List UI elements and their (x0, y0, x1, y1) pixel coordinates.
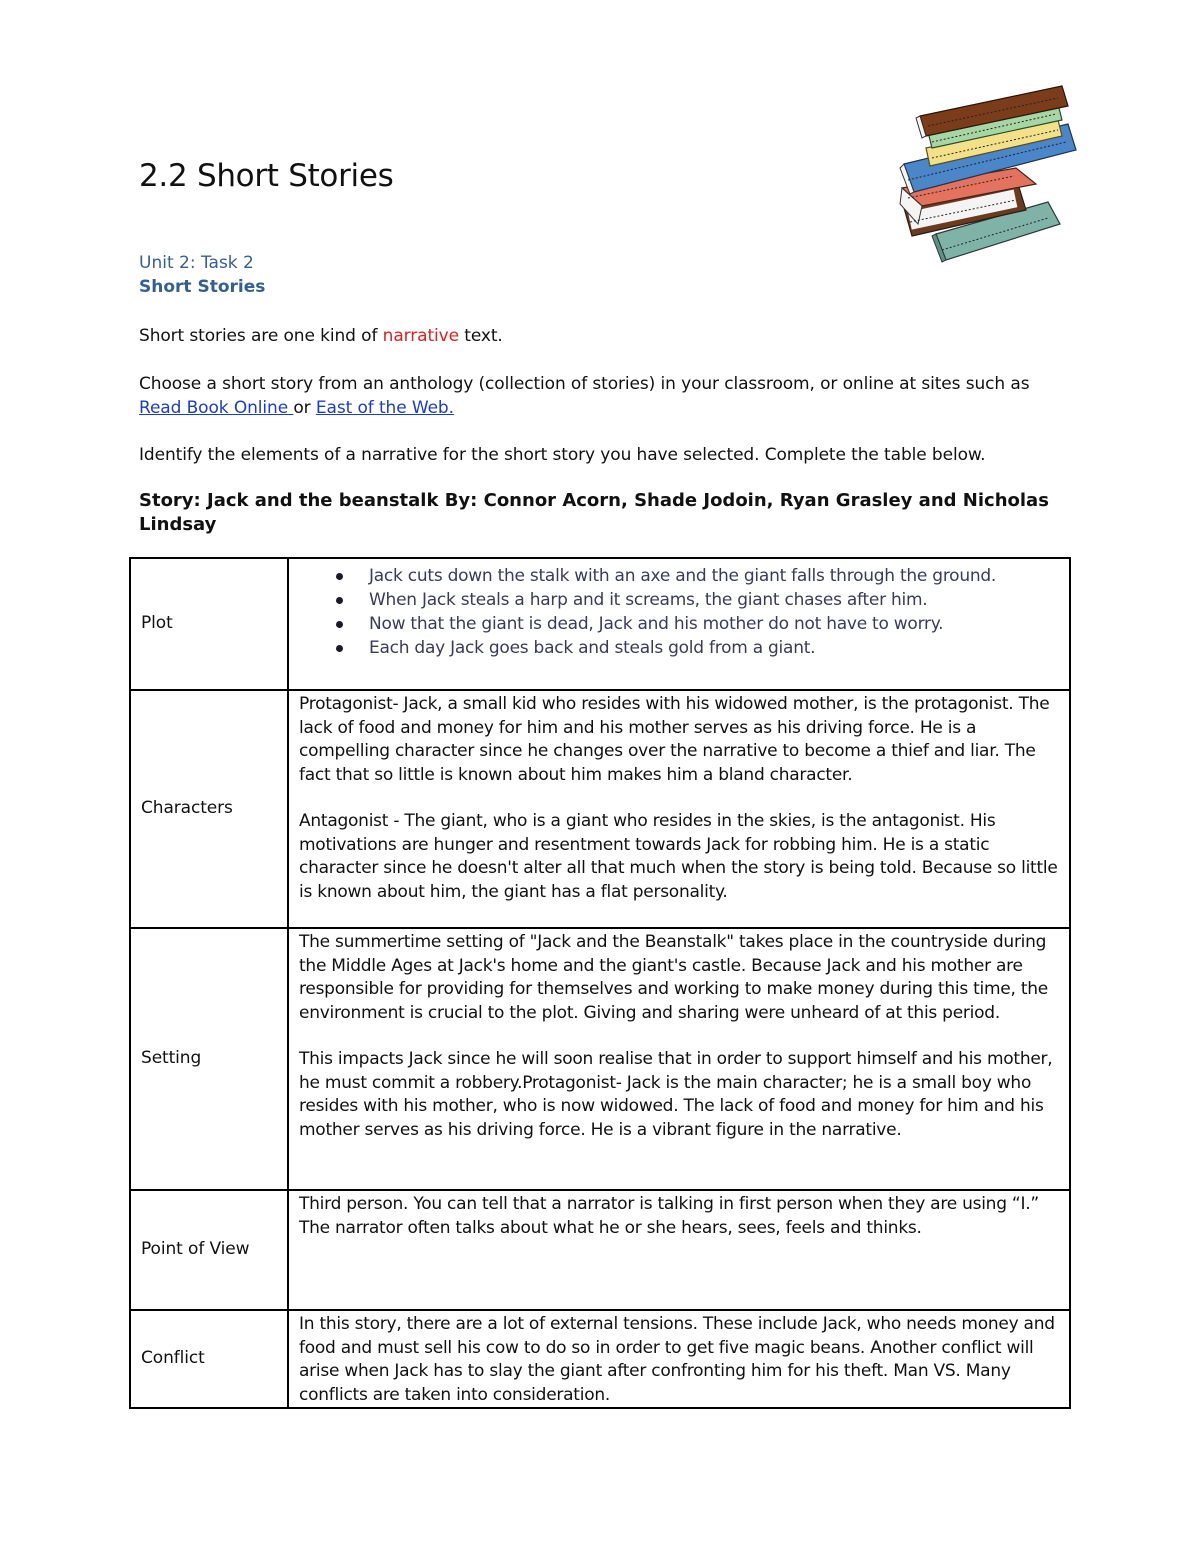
plot-bullet: When Jack steals a harp and it screams, the giant chases after him. (369, 588, 1059, 612)
characters-content (288, 690, 1070, 928)
east-of-the-web-link[interactable]: East of the Web. (315, 398, 454, 418)
read-book-online-link[interactable]: Read Book Online (139, 398, 294, 418)
table-row-characters (130, 690, 1070, 928)
table-row-conflict (130, 1310, 1070, 1408)
setting-paragraph-2: This impacts Jack since he will soon realise that in order to support himself and his mother, he must commit a robbery.Protagonist- Jack is the main character; he is a small boy who resides with his mother, who is now widowed. The lack of food and money for him and his mother serves as his driving force. He is a vibrant figure in the narrative. (299, 1049, 1053, 1140)
instructions-text: Choose a short story from an anthology (collection of stories) in your classroom, or online at sites such as (139, 374, 1030, 394)
stack-of-books-illustration (898, 84, 1078, 264)
plot-label: Plot (130, 558, 288, 690)
point-of-view-content (288, 1190, 1070, 1310)
antagonist-paragraph: Antagonist - The giant, who is a giant who resides in the skies, is the antagonist. His motivations are hunger and resentment towards Jack for robbing him. He is a static character since he doesn't alter all that much when the story is being told. Because so little is known about him, the giant has a flat personality. (299, 811, 1058, 902)
setting-content (288, 928, 1070, 1190)
plot-bullet: Now that the giant is dead, Jack and his mother do not have to worry. (369, 612, 1059, 636)
intro-text: Short stories are one kind of (139, 326, 383, 346)
point-of-view-text: Third person. You can tell that a narrator is talking in first person when they are using “I.” The narrator often talks about what he or she hears, sees, feels and thinks. (299, 1194, 1039, 1238)
setting-paragraph-1: The summertime setting of "Jack and the Beanstalk" takes place in the countryside during the Middle Ages at Jack's home and the giant's castle. Because Jack and his mother are responsible for providing for themselves and working to make money during this time, the environment is crucial to the plot. Giving and sharing were unheard of at this period. (299, 932, 1048, 1023)
narrative-elements-table (129, 557, 1071, 1409)
narrative-highlight: narrative (382, 326, 459, 346)
plot-bullet-list (299, 564, 1059, 660)
table-row-point-of-view (130, 1190, 1070, 1310)
table-row-setting (130, 928, 1070, 1190)
intro-text-end: text. (458, 326, 503, 346)
protagonist-paragraph: Protagonist- Jack, a small kid who resides with his widowed mother, is the protagonist. The lack of food and money for him and his mother serves as his driving force. He is a compelling character since he changes over the narrative to become a thief and liar. The fact that so little is known about him makes him a bland character. (299, 694, 1050, 785)
page-title: 2.2 Short Stories (139, 158, 394, 194)
point-of-view-label: Point of View (130, 1190, 288, 1310)
link-separator: or (293, 398, 316, 418)
instructions-paragraph (139, 372, 1079, 420)
plot-content (288, 558, 1070, 690)
characters-label: Characters (130, 690, 288, 928)
setting-label: Setting (130, 928, 288, 1190)
intro-paragraph (139, 324, 1079, 348)
conflict-label: Conflict (130, 1310, 288, 1408)
story-heading: Story: Jack and the beanstalk By: Connor Acorn, Shade Jodoin, Ryan Grasley and Nicholas Lindsay (139, 490, 1049, 535)
table-row-plot (130, 558, 1070, 690)
conflict-content (288, 1310, 1070, 1408)
task-paragraph: Identify the elements of a narrative for the short story you have selected. Complete the table below. (139, 445, 986, 465)
plot-bullet: Jack cuts down the stalk with an axe and the giant falls through the ground. (369, 564, 1059, 588)
conflict-text: In this story, there are a lot of external tensions. These include Jack, who needs money and food and must sell his cow to do so in order to get five magic beans. Another conflict will arise when Jack has to slay the giant after confronting him for his theft. Man VS. Many conflicts are taken into consideration. (299, 1314, 1055, 1405)
section-subtitle: Short Stories (139, 277, 266, 297)
unit-task-label: Unit 2: Task 2 (139, 253, 254, 273)
plot-bullet: Each day Jack goes back and steals gold from a giant. (369, 636, 1059, 660)
